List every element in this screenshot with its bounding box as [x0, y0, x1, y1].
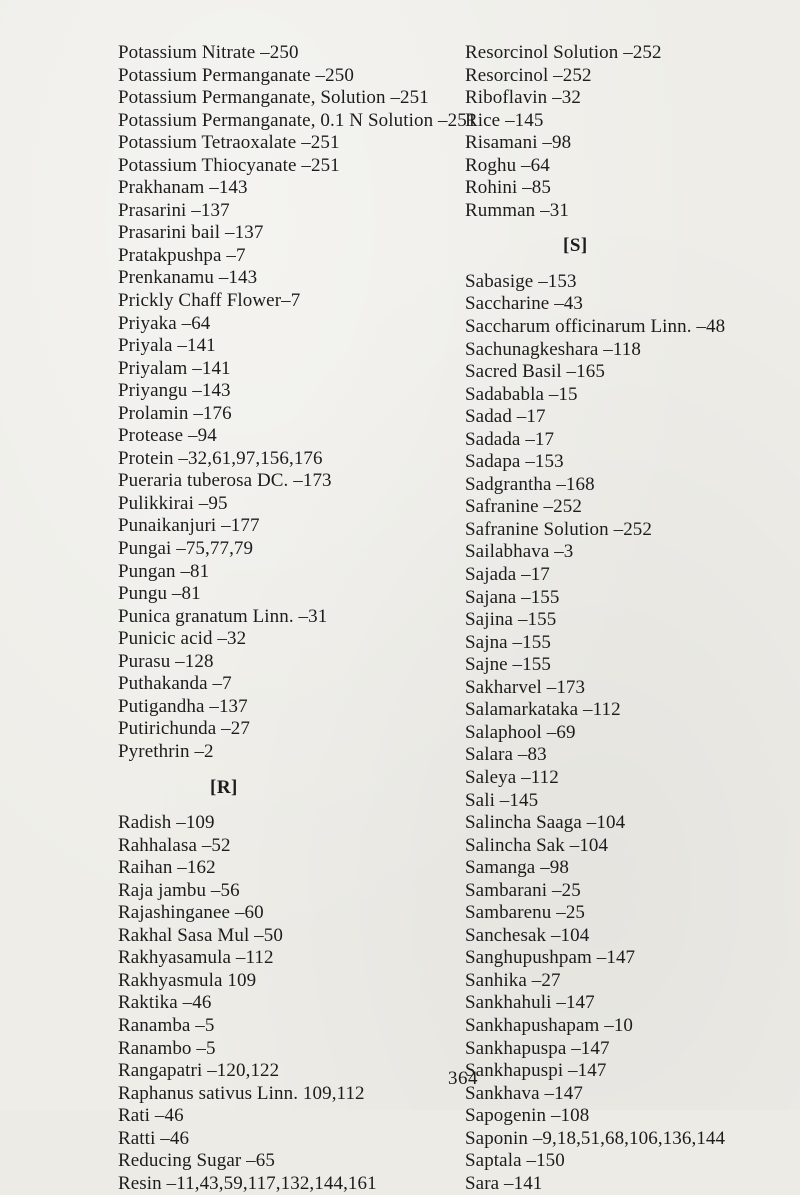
index-entry: Raktika –46 — [118, 992, 212, 1014]
index-entry: Sadad –17 — [465, 406, 546, 428]
right-entries-a — [465, 42, 785, 222]
left-entries-b — [118, 812, 448, 1195]
index-entry: Potassium Permanganate –250 — [118, 64, 354, 86]
index-entry: Safranine Solution –252 — [465, 518, 653, 540]
index-entry: Raphanus sativus Linn. 109,112 — [118, 1082, 365, 1104]
index-entry: Rakhyasmula 109 — [118, 969, 257, 991]
index-entry: Protein –32,61,97,156,176 — [118, 447, 323, 469]
index-entry: Sajna –155 — [465, 631, 551, 653]
index-entry: Sailabhava –3 — [465, 541, 574, 563]
index-entry: Prickly Chaff Flower–7 — [118, 290, 301, 312]
index-entry: Saptala –150 — [465, 1150, 565, 1172]
index-entry: Rakhal Sasa Mul –50 — [118, 924, 283, 946]
index-entry: Sambarenu –25 — [465, 902, 586, 924]
index-entry: Pratakpushpa –7 — [118, 244, 246, 266]
left-entries-a — [118, 42, 477, 764]
index-entry: Salara –83 — [465, 744, 547, 766]
index-entry: Resin –11,43,59,117,132,144,161 — [118, 1172, 377, 1194]
index-entry: Pungan –81 — [118, 560, 210, 582]
index-entry: Priyaka –64 — [118, 312, 211, 334]
index-entry: Salincha Saaga –104 — [465, 812, 626, 834]
index-entry: Resorcinol –252 — [465, 64, 592, 86]
index-entry: Rumman –31 — [465, 199, 569, 221]
index-entry: Sankhapuspa –147 — [465, 1037, 610, 1059]
index-entry: Priyala –141 — [118, 335, 216, 357]
index-entry: Sambarani –25 — [465, 879, 581, 901]
index-entry: Potassium Thiocyanate –251 — [118, 154, 340, 176]
index-entry: Priyangu –143 — [118, 380, 231, 402]
index-entry: Sajne –155 — [465, 654, 551, 676]
page-number: 364 — [448, 1068, 478, 1089]
index-entry: Pyrethrin –2 — [118, 740, 214, 762]
index-entry: Prasarini bail –137 — [118, 222, 264, 244]
index-entry: Rohini –85 — [465, 177, 551, 199]
index-entry: Salaphool –69 — [465, 721, 576, 743]
index-entry: Sara –141 — [465, 1172, 543, 1194]
index-entry: Salincha Sak –104 — [465, 834, 609, 856]
index-entry: Risamani –98 — [465, 132, 572, 154]
index-entry: Rajashinganee –60 — [118, 902, 264, 924]
index-entry: Pungai –75,77,79 — [118, 538, 254, 560]
index-entry: Punaikanjuri –177 — [118, 515, 260, 537]
index-entry: Saccharum officinarum Linn. –48 — [465, 316, 726, 338]
index-entry: Sanghupushpam –147 — [465, 947, 636, 969]
index-entry: Potassium Nitrate –250 — [118, 42, 299, 63]
index-entry: Raihan –162 — [118, 857, 216, 879]
index-entry: Sadapa –153 — [465, 451, 564, 473]
right-entries-b — [465, 271, 785, 1195]
index-entry: Sakharvel –173 — [465, 676, 586, 698]
index-column-right — [465, 42, 785, 1195]
section-heading-r: [R] — [210, 776, 238, 798]
index-entry: Salamarkataka –112 — [465, 699, 621, 721]
index-entry: Rice –145 — [465, 109, 544, 131]
index-entry: Priyalam –141 — [118, 357, 231, 379]
index-entry: Prasarini –137 — [118, 199, 230, 221]
index-entry: Radish –109 — [118, 812, 215, 834]
index-entry: Sadababla –15 — [465, 383, 578, 405]
index-entry: Saccharine –43 — [465, 293, 583, 315]
index-entry: Sapogenin –108 — [465, 1105, 590, 1127]
index-entry: Potassium Permanganate, Solution –251 — [118, 87, 429, 109]
index-entry: Sajada –17 — [465, 564, 550, 586]
index-entry: Pulikkirai –95 — [118, 492, 228, 514]
index-entry: Ranambo –5 — [118, 1037, 216, 1059]
index-entry: Reducing Sugar –65 — [118, 1150, 275, 1172]
index-entry: Ranamba –5 — [118, 1014, 215, 1036]
index-entry: Puthakanda –7 — [118, 673, 232, 695]
index-entry: Purasu –128 — [118, 650, 214, 672]
index-entry: Ratti –46 — [118, 1127, 190, 1149]
index-entry: Samanga –98 — [465, 857, 569, 879]
index-entry: Putigandha –137 — [118, 695, 248, 717]
index-entry: Roghu –64 — [465, 154, 550, 176]
index-entry: Sali –145 — [465, 789, 539, 811]
index-entry: Sabasige –153 — [465, 270, 577, 292]
index-entry: Rati –46 — [118, 1105, 184, 1127]
index-entry: Sadgrantha –168 — [465, 473, 595, 495]
index-entry: Sacred Basil –165 — [465, 361, 605, 383]
index-entry: Rakhyasamula –112 — [118, 947, 274, 969]
index-entry: Punicic acid –32 — [118, 628, 247, 650]
index-entry: Sankhahuli –147 — [465, 992, 595, 1014]
index-entry: Sadada –17 — [465, 428, 555, 450]
index-entry: Punica granatum Linn. –31 — [118, 605, 328, 627]
index-entry: Sankhava –147 — [465, 1082, 583, 1104]
section-heading-s: [S] — [563, 235, 588, 257]
index-entry: Prenkanamu –143 — [118, 267, 258, 289]
index-entry: Sanhika –27 — [465, 969, 561, 991]
index-entry: Saponin –9,18,51,68,106,136,144 — [465, 1127, 726, 1149]
index-entry: Rahhalasa –52 — [118, 834, 231, 856]
index-entry: Pueraria tuberosa DC. –173 — [118, 470, 332, 492]
index-entry: Potassium Permanganate, 0.1 N Solution –251 — [118, 109, 477, 131]
index-entry: Sanchesak –104 — [465, 924, 590, 946]
index-entry: Sajana –155 — [465, 586, 560, 608]
index-entry: Sankhapushapam –10 — [465, 1014, 634, 1036]
index-entry: Prakhanam –143 — [118, 177, 248, 199]
index-entry: Saleya –112 — [465, 766, 559, 788]
index-entry: Riboflavin –32 — [465, 87, 581, 109]
index-entry: Prolamin –176 — [118, 402, 232, 424]
index-entry: Sachunagkeshara –118 — [465, 338, 641, 360]
index-entry: Rangapatri –120,122 — [118, 1060, 280, 1082]
index-entry: Pungu –81 — [118, 583, 201, 605]
index-entry: Safranine –252 — [465, 496, 582, 518]
index-entry: Putirichunda –27 — [118, 718, 250, 740]
index-entry: Sajina –155 — [465, 609, 557, 631]
index-entry: Sankhapuspi –147 — [465, 1060, 607, 1082]
index-entry: Potassium Tetraoxalate –251 — [118, 132, 340, 154]
index-entry: Resorcinol Solution –252 — [465, 42, 662, 63]
index-entry: Protease –94 — [118, 425, 217, 447]
index-entry: Raja jambu –56 — [118, 879, 240, 901]
